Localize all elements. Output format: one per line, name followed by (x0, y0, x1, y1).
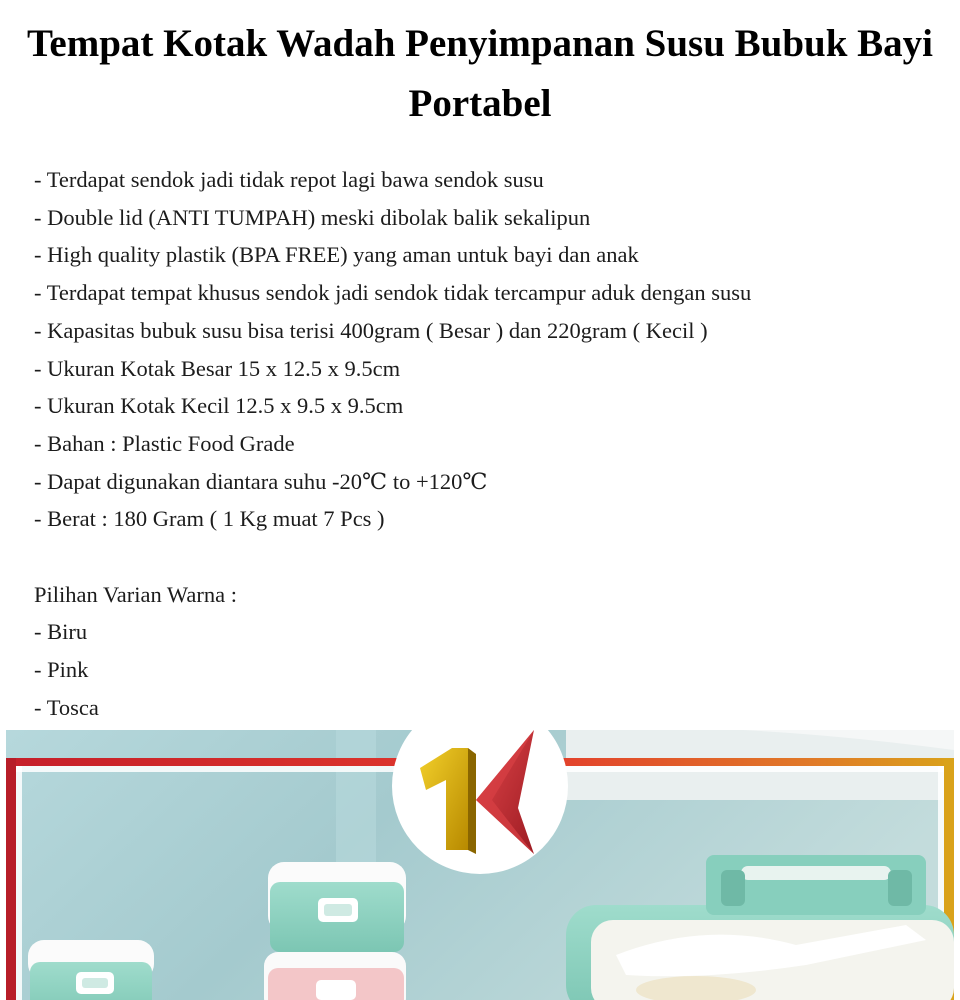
feature-item: - Berat : 180 Gram ( 1 Kg muat 7 Pcs ) (34, 506, 385, 532)
variant-item: - Biru (34, 619, 88, 645)
medium-container-illustration (264, 862, 406, 1000)
feature-item: - Terdapat tempat khusus sendok jadi sendok tidak tercampur aduk dengan susu (34, 280, 752, 306)
feature-item: - High quality plastik (BPA FREE) yang aman untuk bayi dan anak (34, 242, 639, 268)
feature-item: - Kapasitas bubuk susu bisa terisi 400gram ( Besar ) dan 220gram ( Kecil ) (34, 317, 708, 343)
spacer (34, 538, 934, 576)
feature-item: - Terdapat sendok jadi tidak repot lagi bawa sendok susu (34, 167, 544, 192)
variant-item: - Tosca (34, 694, 99, 720)
small-container-illustration (28, 940, 154, 1000)
product-photo (6, 730, 954, 1000)
variant-item: - Pink (34, 657, 89, 683)
product-photo-banner (6, 730, 954, 1000)
feature-item: - Bahan : Plastic Food Grade (34, 430, 295, 456)
feature-item: - Ukuran Kotak Besar 15 x 12.5 x 9.5cm (34, 355, 401, 381)
product-title: Tempat Kotak Wadah Penyimpanan Susu Bubuk Bayi Portabel (26, 22, 934, 125)
variants-heading: Pilihan Varian Warna : (34, 581, 237, 607)
feature-item: - Double lid (ANTI TUMPAH) meski dibolak balik sekalipun (34, 204, 591, 230)
product-description (34, 161, 934, 727)
feature-item: - Ukuran Kotak Kecil 12.5 x 9.5 x 9.5cm (34, 393, 404, 419)
feature-item: - Dapat digunakan diantara suhu -20℃ to +120℃ (34, 468, 488, 494)
